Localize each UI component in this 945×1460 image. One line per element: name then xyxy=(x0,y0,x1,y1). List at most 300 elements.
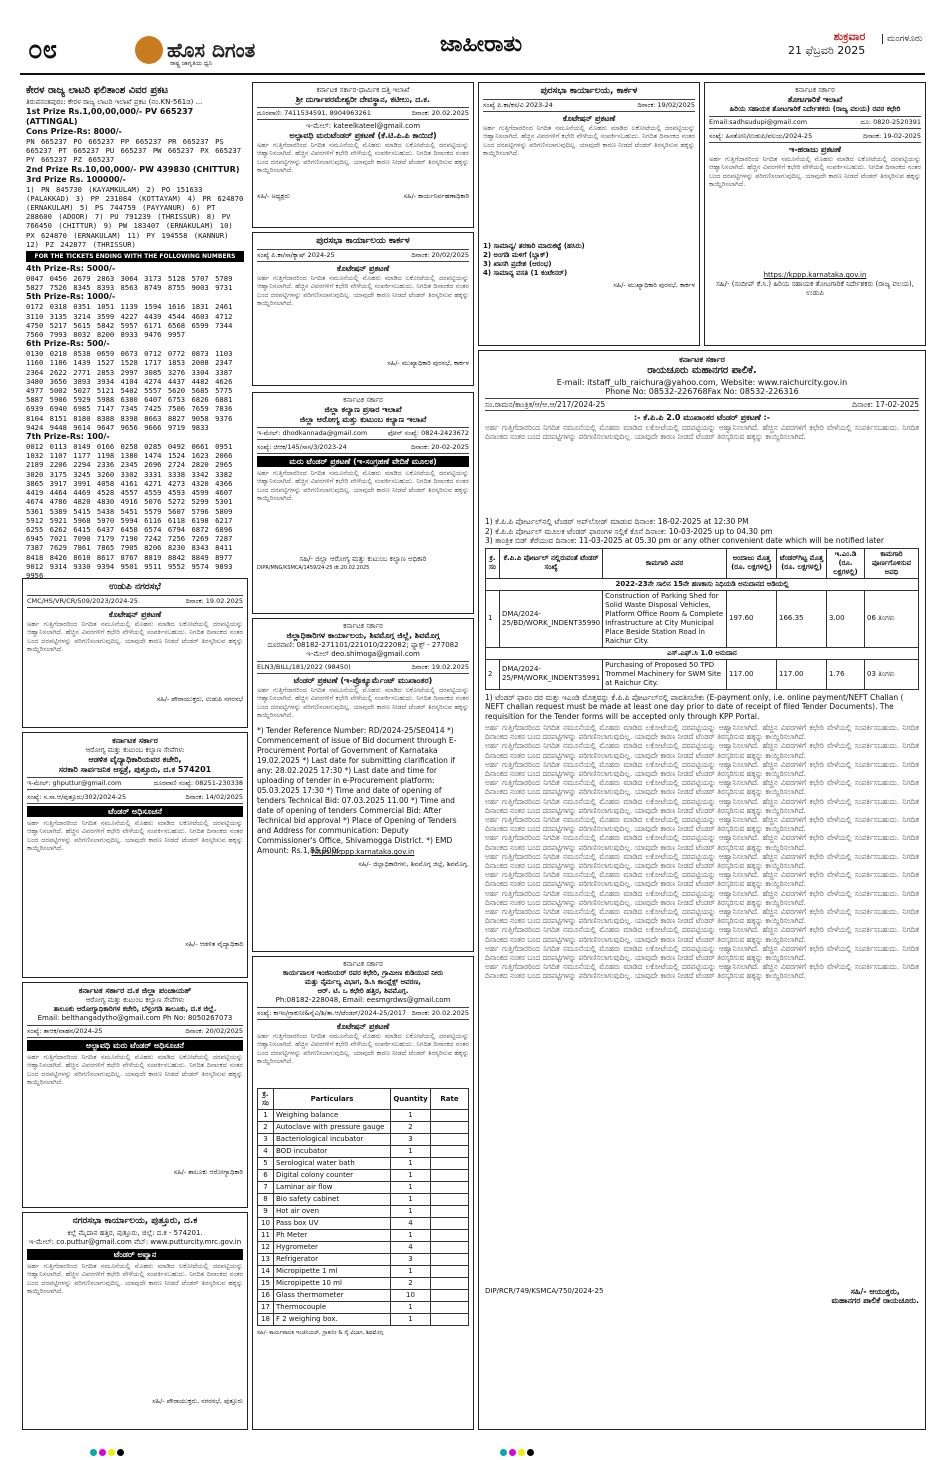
puttur-hospital-sub2: ಆಡಳಿತ ವೈದ್ಯಾಧಿಕಾರಿಯವರ ಕಚೇರಿ, xyxy=(88,755,182,764)
table-row xyxy=(258,1158,469,1170)
list-item: 3) ತಾಂತ್ರಿಕ ಬಿಡ್ ತೆರೆಯುವ ದಿನಾಂಕ: 11-03-2025 at 05.30 pm or any other convenient date which will be notified later xyxy=(485,536,884,545)
karkala-right-meta xyxy=(483,99,695,112)
health-dept-email: ಇ-ಮೇಲ್: dhodkannada@gmail.com xyxy=(257,429,368,437)
table-cell: 6 xyxy=(258,1170,274,1182)
puttur-cmc-address: ಕಿಲ್ಲೆ ಮೈದಾನ ಹತ್ತಿರ, ಪುತ್ತೂರು, ಜಿಲ್ಲೆ: ದ.ಕ - 574201. xyxy=(67,1229,203,1237)
water-lab-notice-head: ಕೊಟೇಷನ್ ಪ್ರಕಟಣೆ xyxy=(336,1022,390,1031)
cons-prize: Cons Prize-Rs: 8000/- xyxy=(26,127,122,136)
hort-sub1: ತೋಟಗಾರಿಕೆ ಇಲಾಖೆ xyxy=(787,95,843,104)
table-cell: 1 xyxy=(391,1302,431,1314)
raichur-term-paragraph: ಅರ್ಹ ಗುತ್ತಿಗೆದಾರರಿಂದ ನಿಗದಿತ ನಮೂನೆಯಲ್ಲಿ ಮೊಹರು ಮಾಡಿದ ಲಕೋಟೆಯಲ್ಲಿ ದರಪಟ್ಟಿಯನ್ನು ಆಹ್ವಾನಿಸಲಾಗಿದೆ. ಹೆಚ್ಚಿನ ವಿವರಗಳಿಗೆ ಕಛೇರಿ ವೇಳೆಯಲ್ಲಿ ಸಂಪರ್ಕಿಸಬಹುದು. ನಿಗದಿತ ದಿನಾಂಕದ ನಂತರ ಬಂದ ದರಪಟ್ಟಿಗಳನ್ನು ಪರಿಗಣಿಸಲಾಗುವುದಿಲ್ಲ. ಯಾವುದೇ ಕಾರಣ ನೀಡದೆ ಟೆಂಡರ್ ತಿರಸ್ಕರಿಸುವ ಹಕ್ಕನ್ನು ಕಾಯ್ದಿರಿಸಲಾಗಿದೆ. xyxy=(485,833,919,852)
health-dept-phone: ಫೋನ್ ಸಂಖ್ಯೆ: 0824-2423672 xyxy=(387,429,469,437)
raichur-term-paragraph: ಅರ್ಹ ಗುತ್ತಿಗೆದಾರರಿಂದ ನಿಗದಿತ ನಮೂನೆಯಲ್ಲಿ ಮೊಹರು ಮಾಡಿದ ಲಕೋಟೆಯಲ್ಲಿ ದರಪಟ್ಟಿಯನ್ನು ಆಹ್ವಾನಿಸಲಾಗಿದೆ. ಹೆಚ್ಚಿನ ವಿವರಗಳಿಗೆ ಕಛೇರಿ ವೇಳೆಯಲ್ಲಿ ಸಂಪರ್ಕಿಸಬಹುದು. ನಿಗದಿತ ದಿನಾಂಕದ ನಂತರ ಬಂದ ದರಪಟ್ಟಿಗಳನ್ನು ಪರಿಗಣಿಸಲಾಗುವುದಿಲ್ಲ. ಯಾವುದೇ ಕಾರಣ ನೀಡದೆ ಟೆಂಡರ್ ತಿರಸ್ಕರಿಸುವ ಹಕ್ಕನ್ನು ಕಾಯ್ದಿರಿಸಲಾಗಿದೆ. xyxy=(485,925,919,944)
raichur-group2: ಎಸ್.ಎಫ್.ಸಿ 1.0 ಅನುದಾನ xyxy=(486,647,919,659)
raichur-payment-note: 1) ಟೆಂಡರ್ ಫಾರಂ ದರ ಮತ್ತು ಇಎಂಡಿ ಮೊತ್ತವನ್ನು ಕೆ.ಪಿ.ಪಿ ಪೋರ್ಟಲ್‌ನಲ್ಲಿ ಪಾವತಿಸಬೇಕು (E-payment only, i.e. online payment/NEFT Challan ( NEFT challan request must be made at least one day prior to date of receipt of filed Tender Documents). The requisition for the Tender forms will be accepted only through KPP Portal. xyxy=(485,692,904,721)
raichur-col-tender-no: ಕೆ.ಪಿ.ಪಿ ಪೋರ್ಟಲ್ ನಲ್ಲಿರುವಂತೆ ಟೆಂಡರ್ ಸಂಖ್ಯೆ xyxy=(500,548,603,578)
raichur-term-paragraph: ಅರ್ಹ ಗುತ್ತಿಗೆದಾರರಿಂದ ನಿಗದಿತ ನಮೂನೆಯಲ್ಲಿ ಮೊಹರು ಮಾಡಿದ ಲಕೋಟೆಯಲ್ಲಿ ದರಪಟ್ಟಿಯನ್ನು ಆಹ್ವಾನಿಸಲಾಗಿದೆ. ಹೆಚ್ಚಿನ ವಿವರಗಳಿಗೆ ಕಛೇರಿ ವೇಳೆಯಲ್ಲಿ ಸಂಪರ್ಕಿಸಬಹುದು. ನಿಗದಿತ ದಿನಾಂಕದ ನಂತರ ಬಂದ ದರಪಟ್ಟಿಗಳನ್ನು ಪರಿಗಣಿಸಲಾಗುವುದಿಲ್ಲ. ಯಾವುದೇ ಕಾರಣ ನೀಡದೆ ಟೆಂಡರ್ ತಿರಸ್ಕರಿಸುವ ಹಕ್ಕನ್ನು ಕಾಯ್ದಿರಿಸಲಾಗಿದೆ. xyxy=(485,815,919,834)
raichur-notice-head: :- ಕೆ.ಪಿ.ಪಿ 2.0 ಮುಖಾಂತರ ಟೆಂಡರ್ ಪ್ರಕಟಣೆ :- xyxy=(633,413,771,422)
table-cell: Serological water bath xyxy=(274,1158,391,1170)
puttur-hospital-meta xyxy=(27,792,243,804)
table-cell xyxy=(431,1266,469,1278)
raichur-ref: ಸಂ.ರಾಮನ/ಕಾಂತ್ರಿಕ/ಆ/ಆ.ಆ/217/2024-25 xyxy=(485,400,606,409)
kateel-signatures xyxy=(257,192,469,201)
health-dept-sign: ಸಹಿ/- ಜಿಲ್ಲಾ ಆರೋಗ್ಯ ಮತ್ತು ಕುಟುಂಬ ಕಲ್ಯಾಣ ಅಧಿಕಾರಿ xyxy=(299,555,427,563)
udupi-sub: ಕೊಟೇಷನ್ ಪ್ರಕಟಣೆ xyxy=(108,610,162,619)
shivamogga-sign: ಸಹಿ/- ಜಿಲ್ಲಾಧಿಕಾರಿಗಳು, ಶಿವಮೊಗ್ಗ ಜಿಲ್ಲೆ, ಶಿವಮೊಗ್ಗ. xyxy=(358,860,469,868)
table-cell xyxy=(431,1194,469,1206)
karkala-right-ref: ಸಂಖ್ಯೆ ಪಿ.ಕಾ/ಕಸ/ವಿ 2023-24 xyxy=(483,101,553,109)
table-row xyxy=(258,1254,469,1266)
table-cell: Micropipette 1 ml xyxy=(274,1266,391,1278)
table-cell: 16 xyxy=(258,1290,274,1302)
table-cell: BOD incubator xyxy=(274,1146,391,1158)
table-cell: Hygrometer xyxy=(274,1242,391,1254)
udupi-title: ಉಡುಪಿ ನಗರಸಭೆ xyxy=(109,582,161,592)
fifth-prize: 5th Prize-Rs: 1000/- xyxy=(26,292,116,302)
table-cell: 1 xyxy=(391,1170,431,1182)
puttur-hospital-notice xyxy=(22,732,248,978)
water-lab-col-quantity: Quantity xyxy=(391,1089,431,1110)
kateel-phone: ದೂರವಾಣಿ: 7411534591, 8904963261 xyxy=(257,109,371,117)
raichur-col-sl: ಕ್ರ. ಸಂ xyxy=(486,548,500,578)
raichur-meta xyxy=(485,398,919,411)
table-cell: 117.00 xyxy=(777,659,827,689)
kateel-temple-notice xyxy=(252,82,474,228)
raichur-col-emd: ಇ.ಎಂ.ಡಿ (ರೂ. ಲಕ್ಷಗಳಲ್ಲಿ) xyxy=(827,548,865,578)
table-row xyxy=(258,1230,469,1242)
raichur-intro: ಅರ್ಹ ಗುತ್ತಿಗೆದಾರರಿಂದ ನಿಗದಿತ ನಮೂನೆಯಲ್ಲಿ ಮೊಹರು ಮಾಡಿದ ಲಕೋಟೆಯಲ್ಲಿ ದರಪಟ್ಟಿಯನ್ನು ಆಹ್ವಾನಿಸಲಾಗಿದೆ. ಹೆಚ್ಚಿನ ವಿವರಗಳಿಗೆ ಕಛೇರಿ ವೇಳೆಯಲ್ಲಿ ಸಂಪರ್ಕಿಸಬಹುದು. ನಿಗದಿತ ದಿನಾಂಕದ ನಂತರ ಬಂದ ದರಪಟ್ಟಿಗಳನ್ನು ಪರಿಗಣಿಸಲಾಗುವುದಿಲ್ಲ. ಯಾವುದೇ ಕಾರಣ ನೀಡದೆ ಟೆಂಡರ್ ತಿರಸ್ಕರಿಸುವ ಹಕ್ಕನ್ನು ಕಾಯ್ದಿರಿಸಲಾಗಿದೆ. xyxy=(485,423,919,442)
shivamogga-sub: ಜಿಲ್ಲಾಧಿಕಾರಿಗಳ ಕಾರ್ಯಾಲಯ, ಶಿವಮೊಗ್ಗ ಜಿಲ್ಲೆ, ಶಿವಮೊಗ್ಗ xyxy=(286,631,440,640)
health-dept-retender xyxy=(252,392,474,614)
puttur-cmc-notice-head: ಟೆಂಡರ್ ಅವ್ಯಾನ xyxy=(27,1249,243,1260)
water-lab-quotation xyxy=(252,956,474,1430)
table-row xyxy=(258,1278,469,1290)
hort-email: Email:sadhsudupi@gmail.com xyxy=(709,118,808,126)
hort-phone: ದೂ: 0820-2520391 xyxy=(860,118,921,126)
table-row xyxy=(258,1290,469,1302)
water-lab-sub2: ಮತ್ತು ನೈರ್ಮಲ್ಯ ವಿಭಾಗ, ಡಿ.ಸಿ ಕಾಂಪ್ಲೆಕ್ಸ್ ಆವರಣ, xyxy=(305,978,421,986)
karkala-mid-ref: ಸಂಖ್ಯೆ ಪಿ.ಕಾ/ಸಾ/ಕ್ಯಾಷ್ 2024-25 xyxy=(257,251,335,259)
karkala-right-items xyxy=(483,242,695,278)
table-cell: 4 xyxy=(258,1146,274,1158)
raichur-term-paragraph: ಅರ್ಹ ಗುತ್ತಿಗೆದಾರರಿಂದ ನಿಗದಿತ ನಮೂನೆಯಲ್ಲಿ ಮೊಹರು ಮಾಡಿದ ಲಕೋಟೆಯಲ್ಲಿ ದರಪಟ್ಟಿಯನ್ನು ಆಹ್ವಾನಿಸಲಾಗಿದೆ. ಹೆಚ್ಚಿನ ವಿವರಗಳಿಗೆ ಕಛೇರಿ ವೇಳೆಯಲ್ಲಿ ಸಂಪರ್ಕಿಸಬಹುದು. ನಿಗದಿತ ದಿನಾಂಕದ ನಂತರ ಬಂದ ದರಪಟ್ಟಿಗಳನ್ನು ಪರಿಗಣಿಸಲಾಗುವುದಿಲ್ಲ. ಯಾವುದೇ ಕಾರಣ ನೀಡದೆ ಟೆಂಡರ್ ತಿರಸ್ಕರಿಸುವ ಹಕ್ಕನ್ನು ಕಾಯ್ದಿರಿಸಲಾಗಿದೆ. xyxy=(485,759,919,779)
kateel-contact xyxy=(257,107,469,120)
table-cell: Hot air oven xyxy=(274,1206,391,1218)
puttur-hospital-notice-head: ಟೆಂಡರ್ ಅಧಿಸೂಚನೆ xyxy=(27,806,243,817)
puttur-cmc-body: ಅರ್ಹ ಗುತ್ತಿಗೆದಾರರಿಂದ ನಿಗದಿತ ನಮೂನೆಯಲ್ಲಿ ಮೊಹರು ಮಾಡಿದ ಲಕೋಟೆಯಲ್ಲಿ ದರಪಟ್ಟಿಯನ್ನು ಆಹ್ವಾನಿಸಲಾಗಿದೆ. ಹೆಚ್ಚಿನ ವಿವರಗಳಿಗೆ ಕಛೇರಿ ವೇಳೆಯಲ್ಲಿ ಸಂಪರ್ಕಿಸಬಹುದು. ನಿಗದಿತ ದಿನಾಂಕದ ನಂತರ ಬಂದ ದರಪಟ್ಟಿಗಳನ್ನು ಪರಿಗಣಿಸಲಾಗುವುದಿಲ್ಲ. ಯಾವುದೇ ಕಾರಣ ನೀಡದೆ ಟೆಂಡರ್ ತಿರಸ್ಕರಿಸುವ ಹಕ್ಕನ್ನು ಕಾಯ್ದಿರಿಸಲಾಗಿದೆ. xyxy=(27,1262,243,1295)
table-cell: 03 ತಿಂಗಳು xyxy=(865,659,919,689)
shivamogga-title: ಕರ್ನಾಟಕ ಸರ್ಕಾರ xyxy=(343,622,383,630)
raichur-signature xyxy=(831,1287,919,1305)
karkala-right-title: ಪುರಸಭಾ ಕಾರ್ಯಾಲಯ, ಕಾರ್ಕಳ xyxy=(540,86,638,96)
water-lab-ref: ಸಂಖ್ಯೆ: ಕಾಇಂ/ಗ್ರಾಕುನೀ&ನೈವಿ/ಶಿ/ತಾ.ಆ/ಟೆಂಡರ್/2024-25/2017 xyxy=(257,1009,407,1017)
cons-numbers: PN 665237 PO 665237 PP 665237 PR 665237 PS 665237 PT 665237 PU 665237 PW 665237 PX 665237 PY 665237 PZ 665237 xyxy=(26,137,242,165)
table-row xyxy=(258,1242,469,1254)
table-cell xyxy=(431,1182,469,1194)
table-cell: 9 xyxy=(258,1206,274,1218)
table-cell: 2 xyxy=(391,1278,431,1290)
table-cell: 1 xyxy=(391,1146,431,1158)
table-row xyxy=(258,1110,469,1122)
water-lab-col-particulars: Particulars xyxy=(274,1089,391,1110)
puttur-hospital-email: ಇ-ಮೇಲ್: ghputtur@gmail.com xyxy=(27,779,122,787)
kateel-notice-head: ಅಲ್ಪಾವಧಿ ಮರುಟೆಂಡರ್ ಪ್ರಕಟಣೆ (ಕೆ.ಟಿ.ಪಿ.ಪಿ ಕಾಯಿದೆ) xyxy=(289,131,437,140)
belthangady-sub2: ತಾಲೂಕು ಆರೋಗ್ಯಾಧಿಕಾರಿಗಳ ಕಚೇರಿ, ಬೆಳ್ತಂಗಡಿ ತಾಲೂಕು, ದ.ಕ ಜಿಲ್ಲೆ. xyxy=(53,1005,217,1013)
udupi-meta xyxy=(27,595,243,608)
table-cell: Thermocouple xyxy=(274,1302,391,1314)
udupi-ref: CMC/HS/VR/CR/509/2023/2024-25 xyxy=(27,597,138,605)
table-cell: 1 xyxy=(486,590,500,647)
puttur-cmc-title: ನಗರಸಭಾ ಕಾರ್ಯಾಲಯ, ಪುತ್ತೂರು, ದ.ಕ xyxy=(72,1216,198,1226)
edition-city: ಮಂಗಳೂರು xyxy=(882,34,923,44)
table-cell: Purchasing of Proposed 50 TPD Trommel Machinery for SWM Site at Raichur City. xyxy=(603,659,727,689)
udupi-sign: ಸಹಿ/- ಪೌರಾಯುಕ್ತರು, ಉಡುಪಿ ನಗರಸಭೆ xyxy=(156,695,243,703)
table-cell: Micropipette 10 ml xyxy=(274,1278,391,1290)
table-cell: 11 xyxy=(258,1230,274,1242)
kateel-sign-left: ಸಹಿ/- ಅಧ್ಯಕ್ಷರು xyxy=(257,192,290,200)
puttur-hospital-date: ದಿನಾಂಕ: 14/02/2025 xyxy=(185,793,243,801)
table-cell: 14 xyxy=(258,1266,274,1278)
puttur-hospital-phone: ದೂರವಾಣಿ ಸಂಖ್ಯೆ: 08251-230338 xyxy=(153,779,243,787)
water-lab-sub3: ಆರ್. ಟಿ. ಒ ಕಛೇರಿ ಹತ್ತಿರ, ಶಿವಮೊಗ್ಗ. xyxy=(317,987,409,995)
issue-date-text: 21 ಫೆಬ್ರವರಿ 2025 xyxy=(788,44,866,57)
water-lab-body: ಅರ್ಹ ಗುತ್ತಿಗೆದಾರರಿಂದ ನಿಗದಿತ ನಮೂನೆಯಲ್ಲಿ ಮೊಹರು ಮಾಡಿದ ಲಕೋಟೆಯಲ್ಲಿ ದರಪಟ್ಟಿಯನ್ನು ಆಹ್ವಾನಿಸಲಾಗಿದೆ. ಹೆಚ್ಚಿನ ವಿವರಗಳಿಗೆ ಕಛೇರಿ ವೇಳೆಯಲ್ಲಿ ಸಂಪರ್ಕಿಸಬಹುದು. ನಿಗದಿತ ದಿನಾಂಕದ ನಂತರ ಬಂದ ದರಪಟ್ಟಿಗಳನ್ನು ಪರಿಗಣಿಸಲಾಗುವುದಿಲ್ಲ. ಯಾವುದೇ ಕಾರಣ ನೀಡದೆ ಟೆಂಡರ್ ತಿರಸ್ಕರಿಸುವ ಹಕ್ಕನ್ನು ಕಾಯ್ದಿರಿಸಲಾಗಿದೆ. xyxy=(257,1032,469,1065)
table-cell: Weighing balance xyxy=(274,1110,391,1122)
karkala-mid-sign: ಸಹಿ/- ಮುಖ್ಯಾಧಿಕಾರಿ ಪುರಸಭೆ, ಕಾರ್ಕಳ xyxy=(387,359,469,367)
raichur-term-paragraph: ಅರ್ಹ ಗುತ್ತಿಗೆದಾರರಿಂದ ನಿಗದಿತ ನಮೂನೆಯಲ್ಲಿ ಮೊಹರು ಮಾಡಿದ ಲಕೋಟೆಯಲ್ಲಿ ದರಪಟ್ಟಿಯನ್ನು ಆಹ್ವಾನಿಸಲಾಗಿದೆ. ಹೆಚ್ಚಿನ ವಿವರಗಳಿಗೆ ಕಛೇರಿ ವೇಳೆಯಲ್ಲಿ ಸಂಪರ್ಕಿಸಬಹುದು. ನಿಗದಿತ ದಿನಾಂಕದ ನಂತರ ಬಂದ ದರಪಟ್ಟಿಗಳನ್ನು ಪರಿಗಣಿಸಲಾಗುವುದಿಲ್ಲ. ಯಾವುದೇ ಕಾರಣ ನೀಡದೆ ಟೆಂಡರ್ ತಿರಸ್ಕರಿಸುವ ಹಕ್ಕನ್ನು ಕಾಯ್ದಿರಿಸಲಾಗಿದೆ. xyxy=(485,723,919,742)
hort-sub2: ಹಿರಿಯ ಸಹಾಯಕ ತೋಟಗಾರಿಕೆ ನಿರ್ದೇಶಕರು (ರಾಜ್ಯ ವಲಯ) ರವರ ಕಛೇರಿ xyxy=(729,105,901,113)
lottery-intro: ತಿರುವನಂತಪುರಂ: ಕೇರಳ ರಾಜ್ಯ ಲಾಟರಿ ಇಲಾಖೆ ಪ್ರಕಟ (ನಂ.KN-561ಡ) ... xyxy=(26,98,203,106)
health-dept-sub1: ಜಿಲ್ಲಾ ಕಲ್ಯಾಣ ಪ್ರಸಾರ ಇಲಾಖೆ xyxy=(324,405,402,414)
shivamogga-email: ಇ-ಮೇಲ್ deo.shimoga@gmail.com xyxy=(306,650,420,658)
karkala-right-sign: ಸಹಿ/- ಮುಖ್ಯಾಧಿಕಾರಿ ಪುರಸಭೆ, ಕಾರ್ಕಳ xyxy=(613,281,695,289)
issue-date xyxy=(788,30,865,58)
section-title: ಜಾಹೀರಾತು xyxy=(440,32,523,57)
table-row xyxy=(258,1206,469,1218)
raichur-col-put-to-tender: ಟೆಂಡರ್‌ಗಿಟ್ಟ ಮೊತ್ತ (ರೂ. ಲಕ್ಷಗಳಲ್ಲಿ) xyxy=(777,548,827,578)
raichur-title1: ಕರ್ನಾಟಕ ಸರ್ಕಾರ xyxy=(679,355,725,364)
table-cell: 3.00 xyxy=(827,590,865,647)
raichur-term-paragraph: ಅರ್ಹ ಗುತ್ತಿಗೆದಾರರಿಂದ ನಿಗದಿತ ನಮೂನೆಯಲ್ಲಿ ಮೊಹರು ಮಾಡಿದ ಲಕೋಟೆಯಲ್ಲಿ ದರಪಟ್ಟಿಯನ್ನು ಆಹ್ವಾನಿಸಲಾಗಿದೆ. ಹೆಚ್ಚಿನ ವಿವರಗಳಿಗೆ ಕಛೇರಿ ವೇಳೆಯಲ್ಲಿ ಸಂಪರ್ಕಿಸಬಹುದು. ನಿಗದಿತ ದಿನಾಂಕದ ನಂತರ ಬಂದ ದರಪಟ್ಟಿಗಳನ್ನು ಪರಿಗಣಿಸಲಾಗುವುದಿಲ್ಲ. ಯಾವುದೇ ಕಾರಣ ನೀಡದೆ ಟೆಂಡರ್ ತಿರಸ್ಕರಿಸುವ ಹಕ್ಕನ್ನು ಕಾಯ್ದಿರಿಸಲಾಗಿದೆ. xyxy=(485,778,919,797)
list-item: 4) ಸಾಮಾನ್ಯ ವಸತಿ (1 ಕಂಟೇನರ್) xyxy=(483,269,568,277)
table-cell xyxy=(431,1110,469,1122)
table-cell: Pass box UV xyxy=(274,1218,391,1230)
table-cell xyxy=(431,1218,469,1230)
list-item: 1) ಕೆ.ಪಿ.ಪಿ ಪೋರ್ಟಲ್‌ನಲ್ಲಿ ಟೆಂಡರ್ ಅಪ್‌ಲೋಡ್ ಮಾಡುವ ದಿನಾಂಕ: 18-02-2025 at 12:30 PM xyxy=(485,517,749,526)
table-row xyxy=(258,1146,469,1158)
table-cell xyxy=(431,1158,469,1170)
endings-note: FOR THE TICKETS ENDING WITH THE FOLLOWING NUMBERS xyxy=(26,251,244,262)
table-cell: 1 xyxy=(391,1194,431,1206)
hort-portal-link[interactable]: https://kppp.karnataka.gov.in xyxy=(763,271,867,279)
raichur-sign1: ಸಹಿ/- ಆಯುಕ್ತರು, xyxy=(850,1287,900,1296)
health-dept-contact xyxy=(257,427,469,440)
belthangady-email: Email: belthangadytho@gmail.com Ph No: 8050267073 xyxy=(37,1014,233,1022)
water-lab-sub1: ಕಾರ್ಯಪಾಲಕ ಇಂಜಿನಿಯರ್ ರವರ ಕಛೇರಿ, ಗ್ರಾಮೀಣ ಕುಡಿಯುವ ನೀರು xyxy=(282,969,444,977)
health-dept-date: ದಿನಾಂಕ: 20-02-2025 xyxy=(411,443,469,451)
table-cell: Ph Meter xyxy=(274,1230,391,1242)
shivamogga-dc-tender xyxy=(252,618,474,952)
health-dept-body: ಅರ್ಹ ಗುತ್ತಿಗೆದಾರರಿಂದ ನಿಗದಿತ ನಮೂನೆಯಲ್ಲಿ ಮೊಹರು ಮಾಡಿದ ಲಕೋಟೆಯಲ್ಲಿ ದರಪಟ್ಟಿಯನ್ನು ಆಹ್ವಾನಿಸಲಾಗಿದೆ. ಹೆಚ್ಚಿನ ವಿವರಗಳಿಗೆ ಕಛೇರಿ ವೇಳೆಯಲ್ಲಿ ಸಂಪರ್ಕಿಸಬಹುದು. ನಿಗದಿತ ದಿನಾಂಕದ ನಂತರ ಬಂದ ದರಪಟ್ಟಿಗಳನ್ನು ಪರಿಗಣಿಸಲಾಗುವುದಿಲ್ಲ. ಯಾವುದೇ ಕಾರಣ ನೀಡದೆ ಟೆಂಡರ್ ತಿರಸ್ಕರಿಸುವ ಹಕ್ಕನ್ನು ಕಾಯ್ದಿರಿಸಲಾಗಿದೆ. xyxy=(257,469,469,502)
karkala-right-body: ಅರ್ಹ ಗುತ್ತಿಗೆದಾರರಿಂದ ನಿಗದಿತ ನಮೂನೆಯಲ್ಲಿ ಮೊಹರು ಮಾಡಿದ ಲಕೋಟೆಯಲ್ಲಿ ದರಪಟ್ಟಿಯನ್ನು ಆಹ್ವಾನಿಸಲಾಗಿದೆ. ಹೆಚ್ಚಿನ ವಿವರಗಳಿಗೆ ಕಛೇರಿ ವೇಳೆಯಲ್ಲಿ ಸಂಪರ್ಕಿಸಬಹುದು. ನಿಗದಿತ ದಿನಾಂಕದ ನಂತರ ಬಂದ ದರಪಟ್ಟಿಗಳನ್ನು ಪರಿಗಣಿಸಲಾಗುವುದಿಲ್ಲ. ಯಾವುದೇ ಕಾರಣ ನೀಡದೆ ಟೆಂಡರ್ ತಿರಸ್ಕರಿಸುವ ಹಕ್ಕನ್ನು ಕಾಯ್ದಿರಿಸಲಾಗಿದೆ. xyxy=(483,124,695,157)
karkala-mid-date: ದಿನಾಂಕ: 20/02/2025 xyxy=(411,251,469,259)
table-row xyxy=(258,1218,469,1230)
table-cell: Laminar air flow xyxy=(274,1182,391,1194)
second-prize: 2nd Prize Rs.10,00,000/- PW 439830 (CHITTUR) xyxy=(26,164,240,174)
belthangady-notice xyxy=(22,982,248,1208)
water-lab-table xyxy=(257,1088,469,1326)
hort-meta xyxy=(709,131,921,143)
udupi-date: ದಿನಾಂಕ: 19.02.2025 xyxy=(185,597,243,605)
table-cell: 1.76 xyxy=(827,659,865,689)
table-cell: 3 xyxy=(258,1134,274,1146)
belthangady-sign: ಸಹಿ/- ತಾಲೂಕು ಆರೋಗ್ಯಾಧಿಕಾರಿ xyxy=(173,1168,243,1176)
udupi-notice xyxy=(22,578,248,728)
health-dept-dipr: DIPR/MNG/KSMCA/1459/24-25 dt.20.02.2025 xyxy=(257,565,370,571)
raichur-contact1: E-mail: itstaff_ulb_raichura@yahoo.com, Website: www.raichurcity.gov.in xyxy=(556,378,848,387)
table-row xyxy=(258,1182,469,1194)
third-numbers: 1) PN 845730 (KAYAMKULAM) 2) PO 151633 (PALAKKAD) 3) PP 231084 (KOTTAYAM) 4) PR 624870 (ERNAKULAM) 5) PS 744759 (PAYYANUR) 6) PT 288600 (ADOOR) 7) PU 791239 (THRISSUR) 8) PV 766450 (CHITTUR) 9) PW 183407 (ERNAKULAM) 10) PX 624870 (ERNAKULAM) 11) PY 194558 (KANNUR) 12) PZ 242877 (THRISSUR) xyxy=(26,184,244,249)
table-cell: DMA/2024-25/PM/WORK_INDENT35991 xyxy=(500,659,603,689)
shivamogga-date: ದಿನಾಂಕ: 19.02.2025 xyxy=(411,663,469,671)
health-dept-ref: ಸಂಖ್ಯೆ: ಜಿಆಕ/145/ಸಾಸ/3/2023-24 xyxy=(257,443,347,451)
sixth-numbers: 0130 0218 0538 0659 0673 0712 0772 0873 1103 1160 1186 1439 1527 1528 1717 1853 2008 2347 2364 2622 2771 2853 2997 3085 3276 3304 3387 3480 3656 3893 3934 4104 4274 4437 4482 4626 4977 5002 5027 5121 5402 5557 5620 5685 5775 5887 5906 5929 5988 6380 6407 6753 6826 6881 6939 6940 6985 7147 7345 7425 7506 7659 7836 8104 8151 8180 8388 8398 8663 8827 9058 9376 9424 9448 9614 9647 9656 9666 9719 9833 xyxy=(26,349,233,432)
hort-title: ಕರ್ನಾಟಕ ಸರ್ಕಾರ xyxy=(795,86,835,94)
table-cell xyxy=(431,1242,469,1254)
puttur-hospital-body: ಅರ್ಹ ಗುತ್ತಿಗೆದಾರರಿಂದ ನಿಗದಿತ ನಮೂನೆಯಲ್ಲಿ ಮೊಹರು ಮಾಡಿದ ಲಕೋಟೆಯಲ್ಲಿ ದರಪಟ್ಟಿಯನ್ನು ಆಹ್ವಾನಿಸಲಾಗಿದೆ. ಹೆಚ್ಚಿನ ವಿವರಗಳಿಗೆ ಕಛೇರಿ ವೇಳೆಯಲ್ಲಿ ಸಂಪರ್ಕಿಸಬಹುದು. ನಿಗದಿತ ದಿನಾಂಕದ ನಂತರ ಬಂದ ದರಪಟ್ಟಿಗಳನ್ನು ಪರಿಗಣಿಸಲಾಗುವುದಿಲ್ಲ. ಯಾವುದೇ ಕಾರಣ ನೀಡದೆ ಟೆಂಡರ್ ತಿರಸ್ಕರಿಸುವ ಹಕ್ಕನ್ನು ಕಾಯ್ದಿರಿಸಲಾಗಿದೆ. xyxy=(27,819,243,852)
table-cell: 17 xyxy=(258,1302,274,1314)
table-cell xyxy=(431,1290,469,1302)
table-cell: 1 xyxy=(391,1314,431,1326)
table-cell: 1 xyxy=(391,1182,431,1194)
hort-notice-head: ಇ-ಹರಾಜು ಪ್ರಕಟಣೆ xyxy=(789,145,841,154)
table-cell: DMA/2024-25/BD/WORK_INDENT35990 xyxy=(500,590,603,647)
issue-day: ಶುಕ್ರವಾರ xyxy=(833,30,866,43)
table-cell: 2 xyxy=(391,1122,431,1134)
table-cell xyxy=(431,1146,469,1158)
kateel-title: ಕರ್ನಾಟಕ ಸರ್ಕಾರ-ಧಾರ್ಮಿಕ ದತ್ತಿ ಇಲಾಖೆ xyxy=(316,86,410,94)
puttur-hospital-sub1: ಆರೋಗ್ಯ ಮತ್ತು ಕುಟುಂಬ ಕಲ್ಯಾಣ ಸೇವೆಗಳು xyxy=(85,746,185,754)
raichur-col-period: ಕಾಮಗಾರಿ ಪೂರ್ಣಗೊಳಿಸುವ ಅವಧಿ xyxy=(865,548,919,578)
health-dept-sub2: ಜಿಲ್ಲಾ ಆರೋಗ್ಯ ಮತ್ತು ಕುಟುಂಬ ಕಲ್ಯಾಣ ಇಲಾಖೆ xyxy=(299,415,427,424)
table-cell: 1 xyxy=(391,1206,431,1218)
hort-body: ಅರ್ಹ ಗುತ್ತಿಗೆದಾರರಿಂದ ನಿಗದಿತ ನಮೂನೆಯಲ್ಲಿ ಮೊಹರು ಮಾಡಿದ ಲಕೋಟೆಯಲ್ಲಿ ದರಪಟ್ಟಿಯನ್ನು ಆಹ್ವಾನಿಸಲಾಗಿದೆ. ಹೆಚ್ಚಿನ ವಿವರಗಳಿಗೆ ಕಛೇರಿ ವೇಳೆಯಲ್ಲಿ ಸಂಪರ್ಕಿಸಬಹುದು. ನಿಗದಿತ ದಿನಾಂಕದ ನಂತರ ಬಂದ ದರಪಟ್ಟಿಗಳನ್ನು ಪರಿಗಣಿಸಲಾಗುವುದಿಲ್ಲ. ಯಾವುದೇ ಕಾರಣ ನೀಡದೆ ಟೆಂಡರ್ ತಿರಸ್ಕರಿಸುವ ಹಕ್ಕನ್ನು ಕಾಯ್ದಿರಿಸಲಾಗಿದೆ. xyxy=(709,155,921,188)
page-header xyxy=(20,30,925,75)
table-cell: 4 xyxy=(391,1218,431,1230)
water-lab-title: ಕರ್ನಾಟಕ ಸರ್ಕಾರ xyxy=(343,960,383,968)
health-dept-title: ಕರ್ನಾಟಕ ಸರ್ಕಾರ xyxy=(343,396,383,404)
belthangady-meta xyxy=(27,1025,243,1038)
table-cell: 1 xyxy=(391,1158,431,1170)
kateel-date: ದಿನಾಂಕ: 20.02.2025 xyxy=(411,109,469,117)
karkala-quotation-notice xyxy=(252,232,474,386)
table-cell: 2 xyxy=(486,659,500,689)
raichur-terms xyxy=(485,723,919,1283)
table-cell: 7 xyxy=(258,1182,274,1194)
karkala-right-notice xyxy=(478,82,700,346)
fourth-prize: 4th Prize-Rs: 5000/- xyxy=(26,264,116,274)
table-cell: 12 xyxy=(258,1242,274,1254)
shivamogga-portal-link[interactable]: https://kppp.karnataka.gov.in xyxy=(311,848,415,856)
karkala-right-date: ದಿನಾಂಕ: 19/02/2025 xyxy=(637,101,695,109)
water-lab-sign: ಸಹಿ/- ಕಾರ್ಯಪಾಲಕ ಇಂಜಿನಿಯರ್, ಗ್ರಾಕುನೀ & ನೈ ವಿಭಾಗ, ಶಿವಮೊಗ್ಗ xyxy=(257,1330,384,1336)
shivamogga-notice-head: ಟೆಂಡರ್ ಪ್ರಕಟಣೆ (ಇ-ಪ್ರೊಕ್ಯೂರ್ಮೆಂಟ್ ಮುಖಾಂತರ) xyxy=(293,676,433,685)
table-cell: Bacteriological incubator xyxy=(274,1134,391,1146)
belthangady-title: ಕರ್ನಾಟಕ ಸರ್ಕಾರ ದ.ಕ ಜಿಲ್ಲಾ ಪಂಚಾಯತ್ xyxy=(78,986,192,995)
table-cell: 18 xyxy=(258,1314,274,1326)
raichur-date: ದಿನಾಂಕ: 17-02-2025 xyxy=(852,400,919,409)
raichur-col-work: ಕಾಮಗಾರಿ ವಿವರ xyxy=(603,548,727,578)
table-cell: 1 xyxy=(391,1230,431,1242)
puttur-hospital-title: ಕರ್ನಾಟಕ ಸರ್ಕಾರ xyxy=(112,736,158,745)
table-cell xyxy=(431,1314,469,1326)
shivamogga-details: *) Tender Reference Number: RD/2024-25/SE0414 *) Commencement of issue of Bid document through E-Procurement Portal of Government of Karnataka 19.02.2025 *) Last date for submitting clarification if any: 28.02.2025 17:30 *) Last date and time for uploading of tender in e-Procurement platform: 05.03.2025 17:30 *) Time and date of opening of tenders Technical Bid: 07.03.2025 11.00 *) Time and date of opening of tenders Commercial Bid: After Technical bid approval *) Place of Opening of Tenders and Address for communication: Deputy Commissioner's Office, Shivamogga District. *) EMD Amount: Rs.1,85,000/- xyxy=(257,726,457,855)
list-item: 1) ಸಾಮಾನ್ಯ/ ತರಕಾರಿ ಮಾರುಕಟ್ಟೆ (ಹಸಿರು) xyxy=(483,242,585,250)
puttur-hospital-sign: ಸಹಿ/- ಆಡಳಿತ ವೈದ್ಯಾಧಿಕಾರಿ xyxy=(185,940,243,948)
table-cell: 10 xyxy=(258,1218,274,1230)
raichur-term-paragraph: ಅರ್ಹ ಗುತ್ತಿಗೆದಾರರಿಂದ ನಿಗದಿತ ನಮೂನೆಯಲ್ಲಿ ಮೊಹರು ಮಾಡಿದ ಲಕೋಟೆಯಲ್ಲಿ ದರಪಟ್ಟಿಯನ್ನು ಆಹ್ವಾನಿಸಲಾಗಿದೆ. ಹೆಚ್ಚಿನ ವಿವರಗಳಿಗೆ ಕಛೇರಿ ವೇಳೆಯಲ್ಲಿ ಸಂಪರ್ಕಿಸಬಹುದು. ನಿಗದಿತ ದಿನಾಂಕದ ನಂತರ ಬಂದ ದರಪಟ್ಟಿಗಳನ್ನು ಪರಿಗಣಿಸಲಾಗುವುದಿಲ್ಲ. ಯಾವುದೇ ಕಾರಣ ನೀಡದೆ ಟೆಂಡರ್ ತಿರಸ್ಕರಿಸುವ ಹಕ್ಕನ್ನು ಕಾಯ್ದಿರಿಸಲಾಗಿದೆ. xyxy=(485,888,919,907)
list-item: 2) ಅಂಗಡಿ ಮಳಿಗೆ (ಬ್ಲಾಕ್) xyxy=(483,251,549,259)
water-lab-phone: Ph:08182-228048, Email: eesmgrdws@gmail.com xyxy=(275,996,451,1004)
shivamogga-meta xyxy=(257,661,469,674)
puttur-hospital-ref: ಸಂಖ್ಯೆ: ಸ.ಸಾ.ಆ/ಪುತ್ತೂರು/302/2024-25 xyxy=(27,793,127,801)
table-cell: 13 xyxy=(258,1254,274,1266)
raichur-dipr: DIP/RCR/749/KSMCA/750/2024-25 xyxy=(485,1287,604,1295)
sixth-prize: 6th Prize-Rs: 500/- xyxy=(26,339,110,349)
raichur-term-paragraph: ಅರ್ಹ ಗುತ್ತಿಗೆದಾರರಿಂದ ನಿಗದಿತ ನಮೂನೆಯಲ್ಲಿ ಮೊಹರು ಮಾಡಿದ ಲಕೋಟೆಯಲ್ಲಿ ದರಪಟ್ಟಿಯನ್ನು ಆಹ್ವಾನಿಸಲಾಗಿದೆ. ಹೆಚ್ಚಿನ ವಿವರಗಳಿಗೆ ಕಛೇರಿ ವೇಳೆಯಲ್ಲಿ ಸಂಪರ್ಕಿಸಬಹುದು. ನಿಗದಿತ ದಿನಾಂಕದ ನಂತರ ಬಂದ ದರಪಟ್ಟಿಗಳನ್ನು ಪರಿಗಣಿಸಲಾಗುವುದಿಲ್ಲ. ಯಾವುದೇ ಕಾರಣ ನೀಡದೆ ಟೆಂಡರ್ ತಿರಸ್ಕರಿಸುವ ಹಕ್ಕನ್ನು ಕಾಯ್ದಿರಿಸಲಾಗಿದೆ. xyxy=(485,962,919,981)
table-cell: 8 xyxy=(258,1194,274,1206)
kateel-email: ಇ-ಮೇಲ್: kateelkateel@gmail.com xyxy=(305,122,421,130)
table-row xyxy=(258,1266,469,1278)
raichur-group1: 2022-23ನೇ ಸಾಲಿನ 15ನೇ ಹಣಕಾಸು ನಿಧಿಯಡಿ ಅನುದಾನದ ಅಡಿಯಲ್ಲಿ xyxy=(486,578,919,590)
table-cell: Autoclave with pressure gauge xyxy=(274,1122,391,1134)
table-cell xyxy=(431,1122,469,1134)
table-row xyxy=(258,1122,469,1134)
list-item: 2) ಕೆ.ಪಿ.ಪಿ ಪೋರ್ಟಲ್ ಮೂಲಕ ಟೆಂಡರ್ ಫಾರಂಗಳ ಸಲ್ಲಿಕೆ ಕೊನೆ ದಿನಾಂಕ: 10-03-2025 up to 04.30 pm xyxy=(485,526,773,536)
raichur-tender-table xyxy=(485,548,919,690)
karkala-mid-notice-head: ಕೊಟೇಷನ್ ಪ್ರಕಟಣೆ xyxy=(336,264,390,273)
hort-contact xyxy=(709,116,921,129)
table-cell xyxy=(431,1206,469,1218)
hort-date: ದಿನಾಂಕ: 19-02-2025 xyxy=(863,132,921,140)
fifth-numbers: 0172 0318 0351 1051 1139 1594 1616 1831 2461 3110 3135 3214 3599 4227 4439 4544 4603 4712 4750 5217 5615 5842 5957 6171 6568 6599 7344 7560 7993 8032 8200 8933 9476 9957 xyxy=(26,302,233,340)
hort-sign: ಸಹಿ/- (ಸಂದೀಪ್ ಕೆ.ಸಿ.) ಹಿರಿಯ ಸಹಾಯಕ ತೋಟಗಾರಿಕೆ ನಿರ್ದೇಶಕರು (ರಾಜ್ಯ ವಲಯ), ಉಡುಪಿ xyxy=(716,280,914,297)
health-dept-notice-head: ಮರು ಟೆಂಡರ್ ಪ್ರಕಟಣೆ (ಇ-ಸಂಗ್ರಹಣೆ ವೇದಿಕೆ ಮೂಲಕ) xyxy=(257,456,469,467)
belthangady-date: ದಿನಾಂಕ: 20/02/2025 xyxy=(185,1027,243,1035)
karkala-mid-title: ಪುರಸಭಾ ಕಾರ್ಯಾಲಯ ಕಾರ್ಕಳ xyxy=(316,236,410,246)
table-row xyxy=(258,1134,469,1146)
table-cell xyxy=(431,1254,469,1266)
logo-text: ಹೊಸ ದಿಗಂತ xyxy=(167,38,256,62)
table-cell: Refrigerator xyxy=(274,1254,391,1266)
table-cell: Glass thermometer xyxy=(274,1290,391,1302)
lottery-result-ad xyxy=(22,82,248,580)
table-cell: 3 xyxy=(391,1254,431,1266)
color-registration-marks xyxy=(500,1441,560,1449)
logo-tagline: ರಾಷ್ಟ್ರ ಜಾಗೃತಿಯ ಧ್ವನಿ xyxy=(170,60,213,67)
water-lab-date: ದಿನಾಂಕ: 20.02.2025 xyxy=(411,1009,469,1017)
fourth-numbers: 0047 0456 2679 2863 3064 3173 5128 5707 5789 5827 7526 8345 8393 8563 8749 8755 9003 9731 xyxy=(26,274,233,293)
table-row xyxy=(258,1194,469,1206)
belthangady-notice-head: ಅಲ್ಪಾವಧಿ ಮರು ಟೆಂಡರ್ ಅಧಿಸೂಚನೆ xyxy=(27,1040,243,1051)
table-cell: 1 xyxy=(391,1266,431,1278)
table-row xyxy=(258,1170,469,1182)
puttur-hospital-sub3: ಸರಕಾರಿ ಸಾರ್ವಜನಿಕ ಆಸ್ಪತ್ರೆ, ಪುತ್ತೂರು, ದ.ಕ 574201 xyxy=(58,765,212,774)
horticulture-eauction xyxy=(704,82,926,346)
water-lab-col-rate: Rate xyxy=(431,1089,469,1110)
page-number: ೦೮ xyxy=(28,35,58,65)
karkala-mid-meta xyxy=(257,249,469,262)
raichur-col-estimate: ಅಂದಾಜು ಮೊತ್ತ (ರೂ. ಲಕ್ಷಗಳಲ್ಲಿ) xyxy=(727,548,777,578)
table-row xyxy=(258,1314,469,1326)
kateel-sign-right: ಸಹಿ/- ಕಾರ್ಯನಿರ್ವಹಣಾಧಿಕಾರಿ xyxy=(403,192,469,200)
health-dept-meta xyxy=(257,442,469,454)
shivamogga-ref: ELN3/BILL/181/2022 (98450) xyxy=(257,663,351,671)
belthangady-sub1: ಆರೋಗ್ಯ ಮತ್ತು ಕುಟುಂಬ ಕಲ್ಯಾಣ ಸೇವೆಗಳು xyxy=(85,996,185,1004)
puttur-hospital-contact xyxy=(27,777,243,790)
kateel-body: ಅರ್ಹ ಗುತ್ತಿಗೆದಾರರಿಂದ ನಿಗದಿತ ನಮೂನೆಯಲ್ಲಿ ಮೊಹರು ಮಾಡಿದ ಲಕೋಟೆಯಲ್ಲಿ ದರಪಟ್ಟಿಯನ್ನು ಆಹ್ವಾನಿಸಲಾಗಿದೆ. ಹೆಚ್ಚಿನ ವಿವರಗಳಿಗೆ ಕಛೇರಿ ವೇಳೆಯಲ್ಲಿ ಸಂಪರ್ಕಿಸಬಹುದು. ನಿಗದಿತ ದಿನಾಂಕದ ನಂತರ ಬಂದ ದರಪಟ್ಟಿಗಳನ್ನು ಪರಿಗಣಿಸಲಾಗುವುದಿಲ್ಲ. ಯಾವುದೇ ಕಾರಣ ನೀಡದೆ ಟೆಂಡರ್ ತಿರಸ್ಕರಿಸುವ ಹಕ್ಕನ್ನು ಕಾಯ್ದಿರಿಸಲಾಗಿದೆ. xyxy=(257,141,469,174)
puttur-cmc-email: ಇ-ಮೇಲ್: co.puttur@gmail.com ವೆಬ್: www.putturcity.mrc.gov.in xyxy=(28,1238,242,1246)
table-cell: 06 ತಿಂಗಳು xyxy=(865,590,919,647)
raichur-dates xyxy=(485,517,919,546)
udupi-body: ಅರ್ಹ ಗುತ್ತಿಗೆದಾರರಿಂದ ನಿಗದಿತ ನಮೂನೆಯಲ್ಲಿ ಮೊಹರು ಮಾಡಿದ ಲಕೋಟೆಯಲ್ಲಿ ದರಪಟ್ಟಿಯನ್ನು ಆಹ್ವಾನಿಸಲಾಗಿದೆ. ಹೆಚ್ಚಿನ ವಿವರಗಳಿಗೆ ಕಛೇರಿ ವೇಳೆಯಲ್ಲಿ ಸಂಪರ್ಕಿಸಬಹುದು. ನಿಗದಿತ ದಿನಾಂಕದ ನಂತರ ಬಂದ ದರಪಟ್ಟಿಗಳನ್ನು ಪರಿಗಣಿಸಲಾಗುವುದಿಲ್ಲ. ಯಾವುದೇ ಕಾರಣ ನೀಡದೆ ಟೆಂಡರ್ ತಿರಸ್ಕರಿಸುವ ಹಕ್ಕನ್ನು ಕಾಯ್ದಿರಿಸಲಾಗಿದೆ. xyxy=(27,620,243,653)
raichur-title2: ರಾಯಚೂರು ಮಹಾನಗರ ಪಾಲಿಕೆ. xyxy=(647,365,757,376)
kateel-sub: ಶ್ರೀ ದುರ್ಗಾಪರಮೇಶ್ವರೀ ದೇವಸ್ಥಾನ, ಕಟೀಲು, ದ.ಕ. xyxy=(295,95,431,104)
raichur-term-paragraph: ಅರ್ಹ ಗುತ್ತಿಗೆದಾರರಿಂದ ನಿಗದಿತ ನಮೂನೆಯಲ್ಲಿ ಮೊಹರು ಮಾಡಿದ ಲಕೋಟೆಯಲ್ಲಿ ದರಪಟ್ಟಿಯನ್ನು ಆಹ್ವಾನಿಸಲಾಗಿದೆ. ಹೆಚ್ಚಿನ ವಿವರಗಳಿಗೆ ಕಛೇರಿ ವೇಳೆಯಲ್ಲಿ ಸಂಪರ್ಕಿಸಬಹುದು. ನಿಗದಿತ ದಿನಾಂಕದ ನಂತರ ಬಂದ ದರಪಟ್ಟಿಗಳನ್ನು ಪರಿಗಣಿಸಲಾಗುವುದಿಲ್ಲ. ಯಾವುದೇ ಕಾರಣ ನೀಡದೆ ಟೆಂಡರ್ ತಿರಸ್ಕರಿಸುವ ಹಕ್ಕನ್ನು ಕಾಯ್ದಿರಿಸಲಾಗಿದೆ. xyxy=(485,943,919,963)
table-row xyxy=(486,659,919,689)
table-cell xyxy=(431,1134,469,1146)
table-cell: 4 xyxy=(391,1242,431,1254)
table-cell: F 2 weighing box. xyxy=(274,1314,391,1326)
color-registration-marks xyxy=(90,1441,150,1449)
shivamogga-intro: ಅರ್ಹ ಗುತ್ತಿಗೆದಾರರಿಂದ ನಿಗದಿತ ನಮೂನೆಯಲ್ಲಿ ಮೊಹರು ಮಾಡಿದ ಲಕೋಟೆಯಲ್ಲಿ ದರಪಟ್ಟಿಯನ್ನು ಆಹ್ವಾನಿಸಲಾಗಿದೆ. ಹೆಚ್ಚಿನ ವಿವರಗಳಿಗೆ ಕಛೇರಿ ವೇಳೆಯಲ್ಲಿ ಸಂಪರ್ಕಿಸಬಹುದು. ನಿಗದಿತ ದಿನಾಂಕದ ನಂತರ ಬಂದ ದರಪಟ್ಟಿಗಳನ್ನು ಪರಿಗಣಿಸಲಾಗುವುದಿಲ್ಲ. ಯಾವುದೇ ಕಾರಣ ನೀಡದೆ ಟೆಂಡರ್ ತಿರಸ್ಕರಿಸುವ ಹಕ್ಕನ್ನು ಕಾಯ್ದಿರಿಸಲಾಗಿದೆ. xyxy=(257,686,469,719)
table-cell: 166.35 xyxy=(777,590,827,647)
table-cell: 1 xyxy=(391,1110,431,1122)
table-cell xyxy=(431,1170,469,1182)
logo-icon xyxy=(135,36,163,64)
raichur-term-paragraph: ಅರ್ಹ ಗುತ್ತಿಗೆದಾರರಿಂದ ನಿಗದಿತ ನಮೂನೆಯಲ್ಲಿ ಮೊಹರು ಮಾಡಿದ ಲಕೋಟೆಯಲ್ಲಿ ದರಪಟ್ಟಿಯನ್ನು ಆಹ್ವಾನಿಸಲಾಗಿದೆ. ಹೆಚ್ಚಿನ ವಿವರಗಳಿಗೆ ಕಛೇರಿ ವೇಳೆಯಲ್ಲಿ ಸಂಪರ್ಕಿಸಬಹುದು. ನಿಗದಿತ ದಿನಾಂಕದ ನಂತರ ಬಂದ ದರಪಟ್ಟಿಗಳನ್ನು ಪರಿಗಣಿಸಲಾಗುವುದಿಲ್ಲ. ಯಾವುದೇ ಕಾರಣ ನೀಡದೆ ಟೆಂಡರ್ ತಿರಸ್ಕರಿಸುವ ಹಕ್ಕನ್ನು ಕಾಯ್ದಿರಿಸಲಾಗಿದೆ. xyxy=(485,796,919,815)
list-item: 3) ಖಾಸಗಿ ಪ್ರದೇಶ (ಆರಂಭ) xyxy=(483,260,552,268)
karkala-right-notice-head: ಕೊಟೇಷನ್ ಪ್ರಕಟಣೆ xyxy=(562,114,616,123)
table-cell: 10 xyxy=(391,1290,431,1302)
third-prize: 3rd Prize Rs. 100000/- xyxy=(26,174,126,184)
table-cell: 5 xyxy=(258,1158,274,1170)
table-cell xyxy=(431,1278,469,1290)
raichur-term-paragraph: ಅರ್ಹ ಗುತ್ತಿಗೆದಾರರಿಂದ ನಿಗದಿತ ನಮೂನೆಯಲ್ಲಿ ಮೊಹರು ಮಾಡಿದ ಲಕೋಟೆಯಲ್ಲಿ ದರಪಟ್ಟಿಯನ್ನು ಆಹ್ವಾನಿಸಲಾಗಿದೆ. ಹೆಚ್ಚಿನ ವಿವರಗಳಿಗೆ ಕಛೇರಿ ವೇಳೆಯಲ್ಲಿ ಸಂಪರ್ಕಿಸಬಹುದು. ನಿಗದಿತ ದಿನಾಂಕದ ನಂತರ ಬಂದ ದರಪಟ್ಟಿಗಳನ್ನು ಪರಿಗಣಿಸಲಾಗುವುದಿಲ್ಲ. ಯಾವುದೇ ಕಾರಣ ನೀಡದೆ ಟೆಂಡರ್ ತಿರಸ್ಕರಿಸುವ ಹಕ್ಕನ್ನು ಕಾಯ್ದಿರಿಸಲಾಗಿದೆ. xyxy=(485,907,919,926)
table-row xyxy=(486,590,919,647)
karkala-mid-body: ಅರ್ಹ ಗುತ್ತಿಗೆದಾರರಿಂದ ನಿಗದಿತ ನಮೂನೆಯಲ್ಲಿ ಮೊಹರು ಮಾಡಿದ ಲಕೋಟೆಯಲ್ಲಿ ದರಪಟ್ಟಿಯನ್ನು ಆಹ್ವಾನಿಸಲಾಗಿದೆ. ಹೆಚ್ಚಿನ ವಿವರಗಳಿಗೆ ಕಛೇರಿ ವೇಳೆಯಲ್ಲಿ ಸಂಪರ್ಕಿಸಬಹುದು. ನಿಗದಿತ ದಿನಾಂಕದ ನಂತರ ಬಂದ ದರಪಟ್ಟಿಗಳನ್ನು ಪರಿಗಣಿಸಲಾಗುವುದಿಲ್ಲ. ಯಾವುದೇ ಕಾರಣ ನೀಡದೆ ಟೆಂಡರ್ ತಿರಸ್ಕರಿಸುವ ಹಕ್ಕನ್ನು ಕಾಯ್ದಿರಿಸಲಾಗಿದೆ. xyxy=(257,274,469,307)
seventh-numbers: 0012 0113 0149 0166 0258 0285 0492 0661 0951 1032 1107 1177 1198 1380 1474 1524 1623 2066 2189 2206 2294 2336 2345 2696 2724 2820 2965 3020 3175 3245 3260 3302 3331 3338 3342 3382 3865 3917 3991 4058 4161 4271 4273 4320 4366 4419 4464 4469 4528 4557 4559 4593 4599 4607 4674 4786 4820 4830 4916 5076 5272 5299 5301 5361 5389 5415 5438 5451 5579 5607 5796 5809 5912 5921 5968 5970 5994 6116 6118 6198 6217 6255 6262 6415 6437 6458 6574 6794 6872 6896 6945 7021 7090 7179 7190 7242 7256 7269 7287 7387 7629 7861 7865 7905 8206 8230 8343 8411 8418 8426 8610 8617 8767 8819 8842 8849 8977 9012 9314 9330 9394 9501 9511 9552 9574 9893 9956 xyxy=(26,442,233,580)
raichur-term-paragraph: ಅರ್ಹ ಗುತ್ತಿಗೆದಾರರಿಂದ ನಿಗದಿತ ನಮೂನೆಯಲ್ಲಿ ಮೊಹರು ಮಾಡಿದ ಲಕೋಟೆಯಲ್ಲಿ ದರಪಟ್ಟಿಯನ್ನು ಆಹ್ವಾನಿಸಲಾಗಿದೆ. ಹೆಚ್ಚಿನ ವಿವರಗಳಿಗೆ ಕಛೇರಿ ವೇಳೆಯಲ್ಲಿ ಸಂಪರ್ಕಿಸಬಹುದು. ನಿಗದಿತ ದಿನಾಂಕದ ನಂತರ ಬಂದ ದರಪಟ್ಟಿಗಳನ್ನು ಪರಿಗಣಿಸಲಾಗುವುದಿಲ್ಲ. ಯಾವುದೇ ಕಾರಣ ನೀಡದೆ ಟೆಂಡರ್ ತಿರಸ್ಕರಿಸುವ ಹಕ್ಕನ್ನು ಕಾಯ್ದಿರಿಸಲಾಗಿದೆ. xyxy=(485,870,919,889)
table-cell: Bio safety cabinet xyxy=(274,1194,391,1206)
raichur-sign2: ಮಹಾನಗರ ಪಾಲಿಕೆ ರಾಯಚೂರು. xyxy=(831,1296,919,1305)
table-row xyxy=(258,1302,469,1314)
table-cell xyxy=(431,1230,469,1242)
raichur-tender-notice xyxy=(478,350,926,1430)
water-lab-meta xyxy=(257,1007,469,1020)
table-cell: 197.60 xyxy=(727,590,777,647)
puttur-cmc-notice xyxy=(22,1212,248,1430)
table-cell: 3 xyxy=(391,1134,431,1146)
first-prize: 1st Prize Rs.1,00,00,000/- PV 665237 (ATTINGAL) xyxy=(26,107,194,126)
shivamogga-phone: ದೂರವಾಣಿ: 08182-271101/221010/222082; ಫ್ಯಾಕ್ಸ್ - 277082 xyxy=(267,641,459,649)
table-cell xyxy=(431,1302,469,1314)
hort-ref: ಸಂಖ್ಯೆ: ಹಿಸತೋನಿ/ಉಡುಪಿ/ವಲಯ/2024-25 xyxy=(709,132,813,140)
table-cell: Digital colony counter xyxy=(274,1170,391,1182)
belthangady-body: ಅರ್ಹ ಗುತ್ತಿಗೆದಾರರಿಂದ ನಿಗದಿತ ನಮೂನೆಯಲ್ಲಿ ಮೊಹರು ಮಾಡಿದ ಲಕೋಟೆಯಲ್ಲಿ ದರಪಟ್ಟಿಯನ್ನು ಆಹ್ವಾನಿಸಲಾಗಿದೆ. ಹೆಚ್ಚಿನ ವಿವರಗಳಿಗೆ ಕಛೇರಿ ವೇಳೆಯಲ್ಲಿ ಸಂಪರ್ಕಿಸಬಹುದು. ನಿಗದಿತ ದಿನಾಂಕದ ನಂತರ ಬಂದ ದರಪಟ್ಟಿಗಳನ್ನು ಪರಿಗಣಿಸಲಾಗುವುದಿಲ್ಲ. ಯಾವುದೇ ಕಾರಣ ನೀಡದೆ ಟೆಂಡರ್ ತಿರಸ್ಕರಿಸುವ ಹಕ್ಕನ್ನು ಕಾಯ್ದಿರಿಸಲಾಗಿದೆ. xyxy=(27,1053,243,1086)
belthangady-ref: ಸಂಖ್ಯೆ: ತಾಆಕ/ವಾಹನ/2024-25 xyxy=(27,1027,103,1035)
water-lab-col-sl: ಕ್ರ. ಸಂ xyxy=(258,1089,274,1110)
